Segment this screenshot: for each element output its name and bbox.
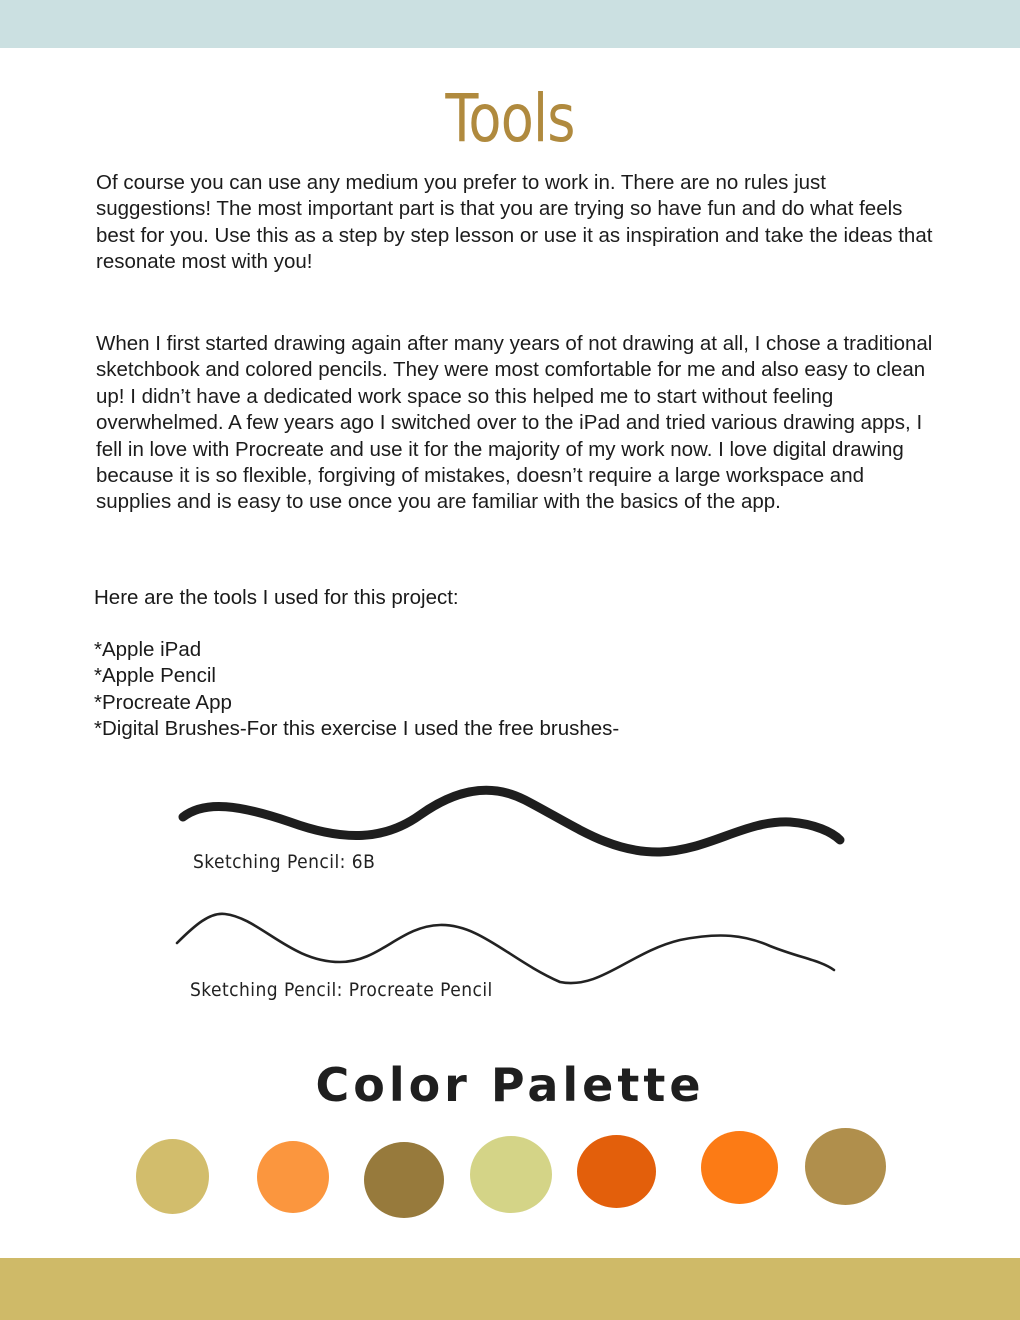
brush-label-procreate-pencil: Sketching Pencil: Procreate Pencil [190,979,493,1001]
top-decorative-band [0,0,1020,48]
color-swatch-7 [805,1128,886,1205]
color-swatch-4 [470,1136,552,1213]
brush-label-6b: Sketching Pencil: 6B [193,851,376,873]
background-paragraph: When I first started drawing again after many years of not drawing at all, I chose a traditional sketchbook and colored pencils. They were most comfortable for me and also easy to clean up! I didn’t have a dedicated work space so this helped me to start without feeling overwhelmed. A few years ago I switched over to the iPad and tried various drawing apps, I fell in love with Procreate and use it for the majority of my work now. I love digital drawing because it is so flexible, forgiving of mistakes, doesn’t require a large workspace and supplies and is easy to use once you are familiar with the basics of the app. [96,332,933,514]
tools-intro: Here are the tools I used for this project: [94,586,459,609]
tool-item-pencil: *Apple Pencil [94,664,216,688]
intro-paragraph: Of course you can use any medium you prefer to work in. There are no rules just suggestions! The most important part is that you are trying so have fun and do what feels best for you. Use this as a step by step lesson or use it as inspiration and take the ideas that resonate most with you! [96,171,933,274]
brush-stroke-samples [0,770,1020,1030]
color-swatch-3 [364,1142,444,1218]
page-title: Tools [445,80,575,157]
bottom-decorative-band [0,1258,1020,1320]
thin-pencil-stroke [177,914,834,983]
color-palette-title: Color Palette [315,1058,705,1112]
tool-item-brushes: *Digital Brushes-For this exercise I used the free brushes- [94,716,620,740]
tool-item-procreate: *Procreate App [94,690,232,714]
color-swatch-5 [577,1135,656,1208]
color-swatch-1 [136,1139,209,1214]
tools-list [94,637,619,742]
color-swatch-6 [701,1131,778,1204]
color-swatch-2 [257,1141,329,1213]
thick-pencil-stroke [183,790,840,852]
tool-item-ipad: *Apple iPad [94,638,202,661]
